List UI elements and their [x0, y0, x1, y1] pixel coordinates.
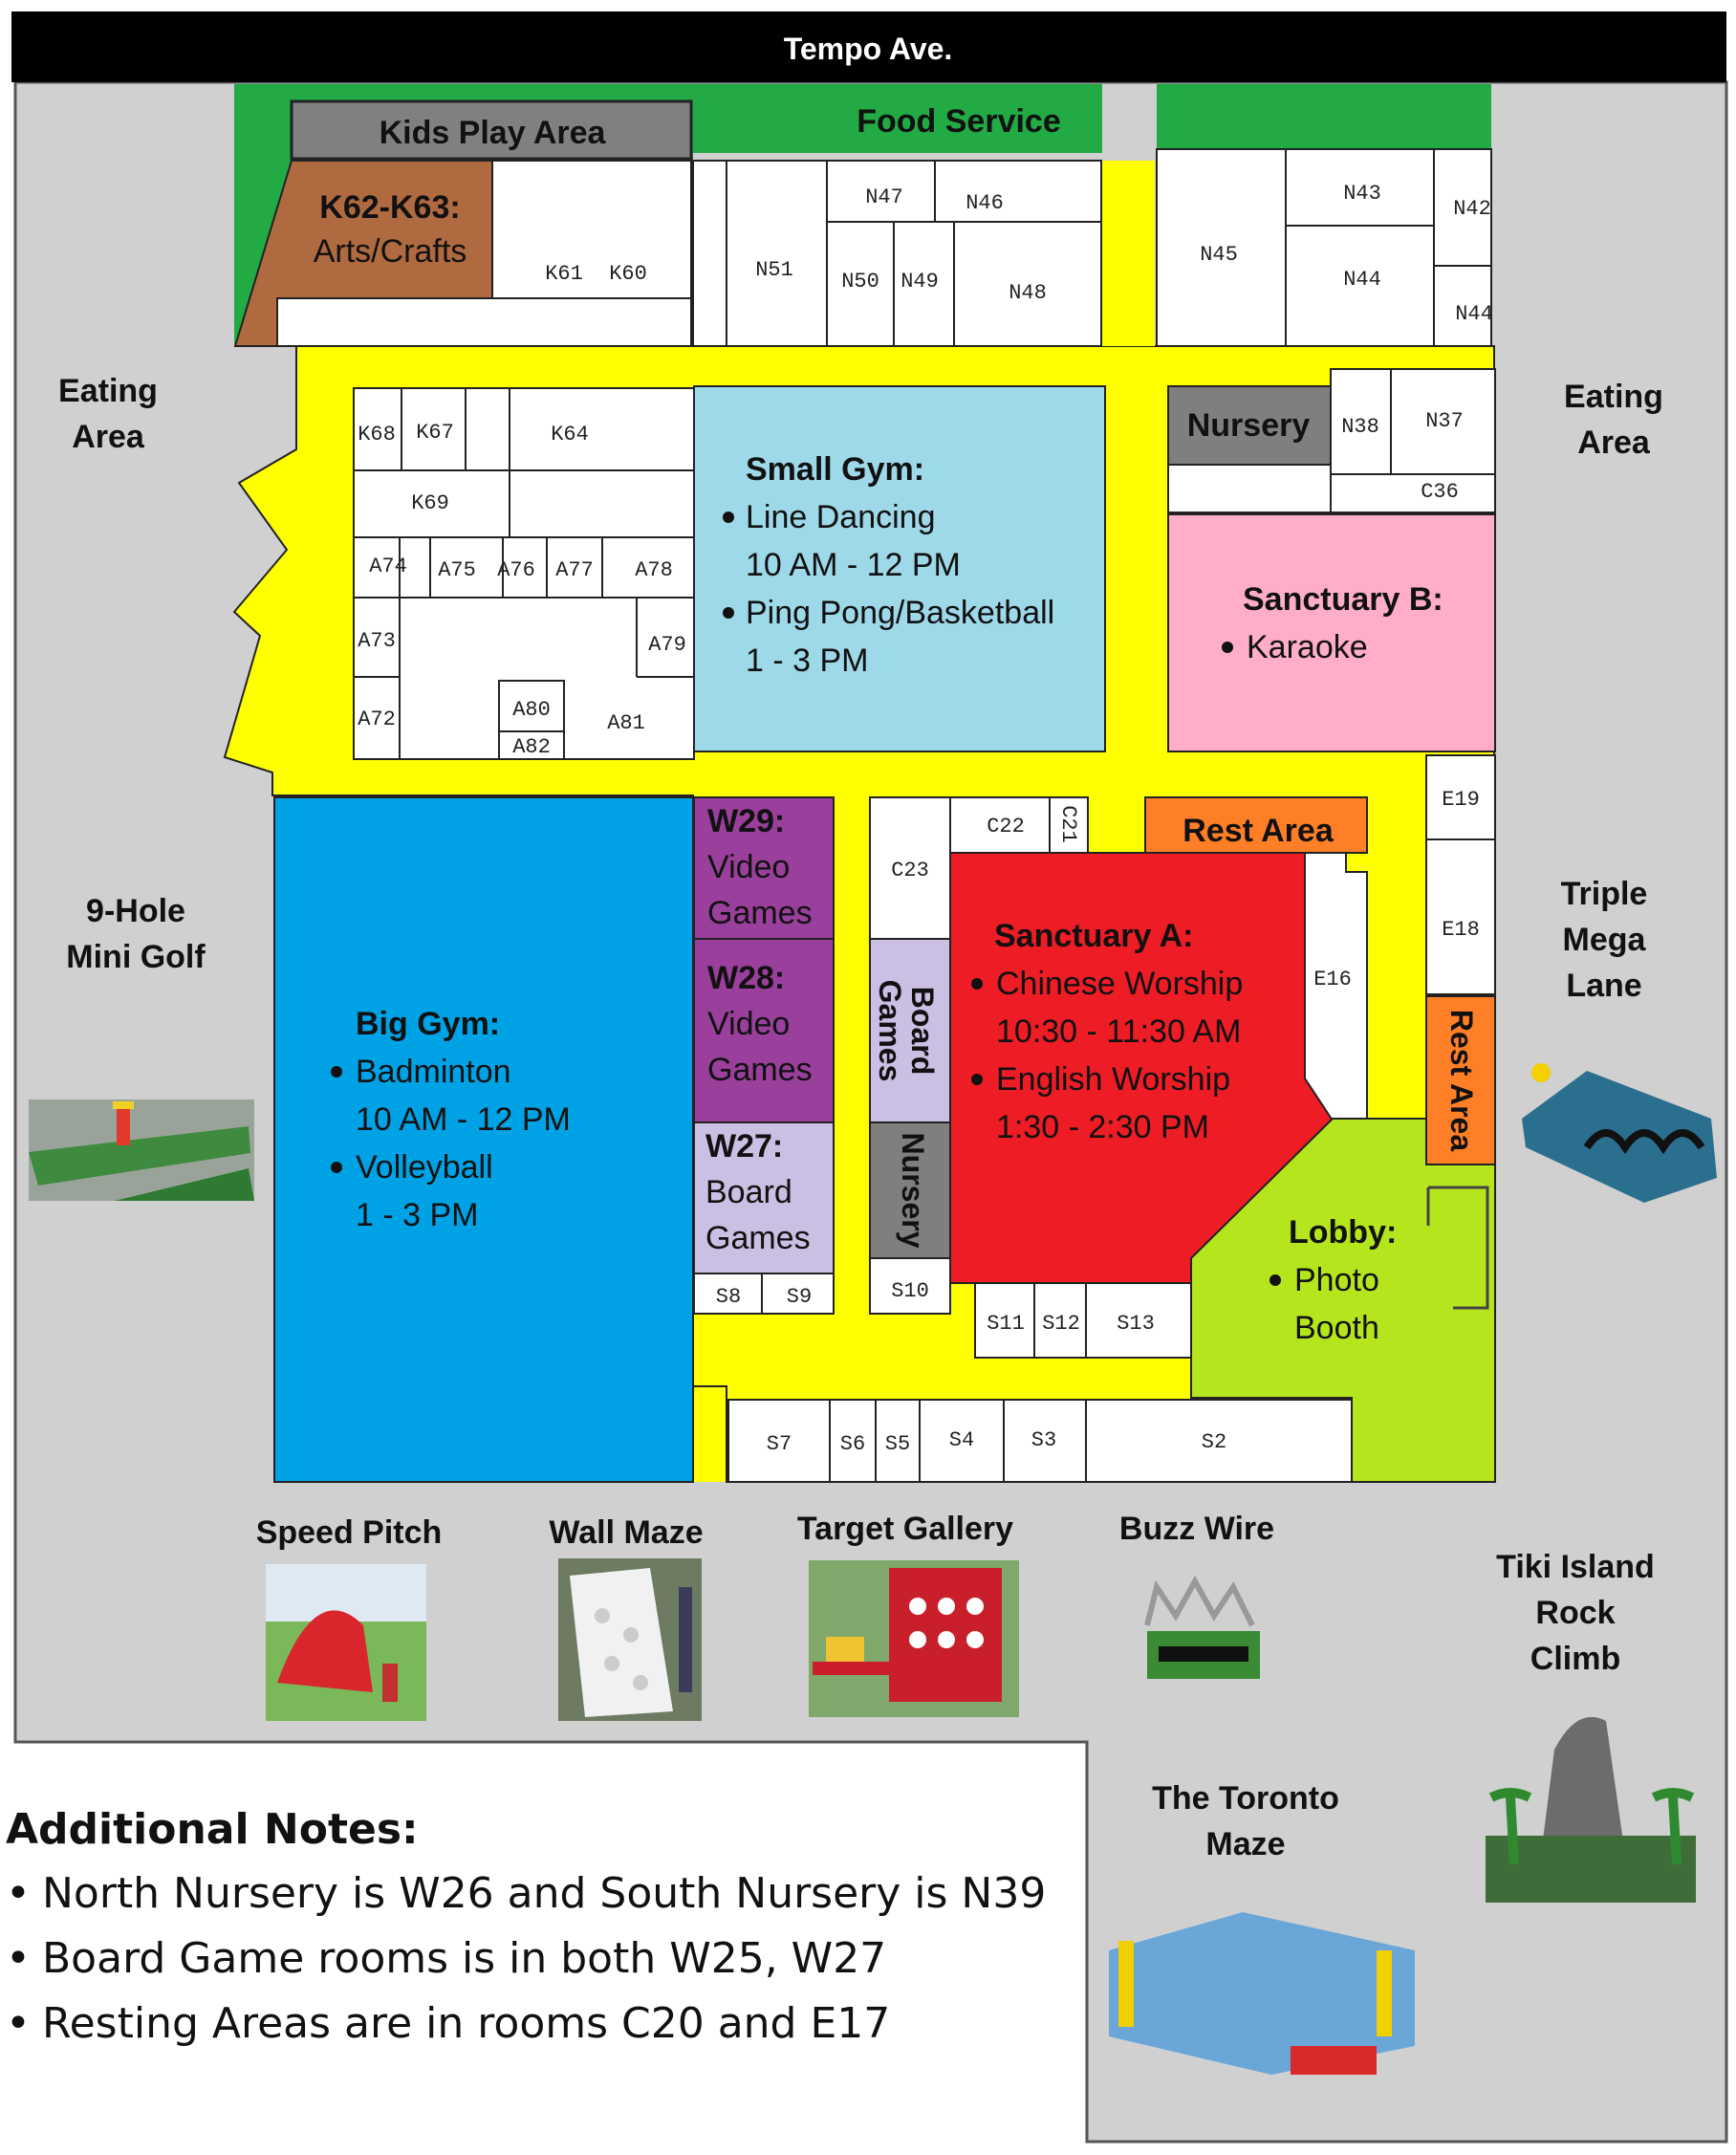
triple-mega-line-3: Lane: [1566, 968, 1642, 1004]
w28-line-2: Games: [707, 1052, 813, 1088]
speed-pitch-photo: [266, 1564, 426, 1721]
tiki-line-2: Rock: [1535, 1595, 1616, 1631]
sanctuary-a-time-2: 1:30 - 2:30 PM: [996, 1109, 1210, 1145]
sanctuary-b-title: Sanctuary B:: [1243, 581, 1443, 618]
room-s2: S2: [1201, 1430, 1227, 1454]
room-n51: N51: [755, 258, 793, 282]
stall-row: [277, 298, 691, 346]
room-n47: N47: [865, 185, 903, 209]
sanctuary-a-time-1: 10:30 - 11:30 AM: [996, 1013, 1242, 1050]
w27-line-1: Board: [705, 1174, 792, 1210]
target-gallery-photo: [809, 1560, 1019, 1717]
room-s5: S5: [884, 1432, 911, 1456]
notes-title: Additional Notes:: [6, 1805, 419, 1854]
sanctuary-a-item-1: Chinese Worship: [996, 966, 1244, 1002]
sanctuary-b-item-1: Karaoke: [1247, 629, 1368, 665]
room-n37: N37: [1425, 409, 1464, 433]
note-item: • Resting Areas are in rooms C20 and E17: [6, 1992, 1076, 2057]
room-s8: S8: [715, 1285, 742, 1309]
gap-walkway: [1106, 84, 1154, 157]
target-gallery-label: Target Gallery: [796, 1511, 1014, 1547]
room-s6: S6: [839, 1432, 866, 1456]
kids-play-label: Kids Play Area: [379, 115, 606, 151]
buzz-wire-label: Buzz Wire: [1118, 1511, 1275, 1547]
n37-block: [1331, 369, 1495, 512]
room-k61: K61: [545, 262, 583, 286]
room-e16-label: E16: [1313, 968, 1352, 991]
room-n50: N50: [841, 270, 879, 294]
room-a81: A81: [607, 711, 645, 735]
big-gym-time-2: 1 - 3 PM: [356, 1197, 479, 1233]
lobby-item-2: Booth: [1294, 1310, 1379, 1346]
w29-line-2: Games: [707, 895, 813, 931]
toronto-maze-line-1: The Toronto: [1152, 1780, 1339, 1817]
room-c23-label: C23: [891, 859, 929, 882]
big-gym-time-1: 10 AM - 12 PM: [356, 1101, 571, 1138]
mini-golf-line-1: 9-Hole: [86, 893, 185, 929]
arts-subtitle: Arts/Crafts: [313, 233, 467, 270]
room-n45: N45: [1200, 243, 1238, 267]
room-a73: A73: [358, 629, 396, 653]
big-gym: [274, 797, 693, 1482]
lobby-title: Lobby:: [1289, 1214, 1398, 1251]
room-n42: N42: [1453, 197, 1491, 221]
board-games-label-2: Games: [873, 979, 907, 1082]
room-k64: K64: [551, 423, 589, 446]
big-gym-item-1: Badminton: [356, 1054, 511, 1090]
note-item: • North Nursery is W26 and South Nursery is N39: [6, 1861, 1076, 1926]
rest-area-top-label: Rest Area: [1183, 813, 1334, 849]
rest-area-side-label: Rest Area: [1444, 1009, 1479, 1152]
sanctuary-a-title: Sanctuary A:: [994, 918, 1194, 954]
small-gym-item-2: Ping Pong/Basketball: [746, 595, 1055, 631]
w29-line-1: Video: [707, 849, 791, 885]
food-service-label: Food Service: [857, 103, 1061, 140]
room-a82: A82: [512, 735, 551, 759]
room-a74: A74: [369, 555, 407, 578]
room-s11: S11: [987, 1312, 1025, 1336]
wall-maze-photo: [558, 1558, 702, 1721]
notes-list: [6, 1861, 1076, 2057]
room-a76: A76: [497, 558, 535, 582]
room-a77: A77: [555, 558, 594, 582]
street-label: Tempo Ave.: [783, 32, 953, 66]
wall-maze-label: Wall Maze: [549, 1514, 704, 1551]
big-gym-title: Big Gym:: [356, 1006, 501, 1042]
room-a75: A75: [438, 558, 476, 582]
north-nursery-label: Nursery: [1186, 407, 1311, 444]
hallway-north: [1101, 161, 1155, 346]
room-k67: K67: [416, 421, 454, 445]
room-s9: S9: [786, 1285, 813, 1309]
toronto-maze-line-2: Maze: [1205, 1826, 1286, 1862]
tiki-line-1: Tiki Island: [1496, 1549, 1655, 1585]
w29-title: W29:: [707, 803, 786, 839]
w27-title: W27:: [705, 1128, 784, 1165]
room-s13: S13: [1117, 1312, 1155, 1336]
mini-golf-line-2: Mini Golf: [66, 939, 206, 975]
room-n44a: N44: [1343, 268, 1381, 292]
room-a79: A79: [648, 633, 686, 657]
room-a72: A72: [358, 707, 396, 731]
tiki-line-3: Climb: [1530, 1641, 1621, 1677]
room-k68: K68: [358, 423, 396, 446]
room-n48: N48: [1009, 281, 1047, 305]
speed-pitch-label: Speed Pitch: [255, 1514, 443, 1551]
w28-title: W28:: [707, 960, 786, 996]
room-n46: N46: [966, 191, 1004, 215]
eating-right-1: Eating: [1564, 379, 1663, 415]
room-c36: C36: [1421, 480, 1459, 504]
room-s3: S3: [1031, 1428, 1057, 1452]
room-n38: N38: [1341, 415, 1379, 439]
small-gym-item-1: Line Dancing: [746, 499, 936, 535]
room-a80: A80: [512, 698, 551, 722]
room-n49: N49: [901, 270, 939, 294]
note-item: • Board Game rooms is in both W25, W27: [6, 1926, 1076, 1992]
small-gym-time-1: 10 AM - 12 PM: [746, 547, 961, 583]
mini-golf-photo: [29, 1099, 254, 1201]
south-nursery-label: Nursery: [896, 1132, 930, 1249]
room-c21: C21: [1056, 805, 1080, 843]
small-gym-time-2: 1 - 3 PM: [746, 642, 869, 679]
triple-mega-line-2: Mega: [1562, 922, 1646, 958]
room-c22: C22: [987, 815, 1025, 838]
eating-right-2: Area: [1577, 424, 1650, 461]
eating-left-2: Area: [72, 419, 144, 455]
room-e18: E18: [1442, 918, 1480, 942]
lobby-item-1: Photo: [1294, 1262, 1379, 1298]
board-games-label-1: Board: [905, 986, 940, 1076]
room-n44b: N44: [1455, 302, 1493, 326]
small-gym-title: Small Gym:: [746, 451, 925, 488]
big-gym-item-2: Volleyball: [356, 1149, 493, 1186]
room-n43: N43: [1343, 182, 1381, 206]
room-s7: S7: [766, 1432, 792, 1456]
sanctuary-a-item-2: English Worship: [996, 1061, 1231, 1098]
eating-left-1: Eating: [58, 373, 158, 409]
room-s12: S12: [1042, 1312, 1080, 1336]
room-s4: S4: [948, 1428, 975, 1452]
room-s10: S10: [891, 1279, 929, 1303]
arts-title: K62-K63:: [319, 189, 461, 226]
w27-line-2: Games: [705, 1220, 811, 1256]
w28-line-1: Video: [707, 1006, 791, 1042]
room-k60: K60: [609, 262, 647, 286]
room-e19: E19: [1442, 788, 1480, 812]
room-k69: K69: [411, 491, 449, 515]
room-a78: A78: [635, 558, 673, 582]
additional-notes: [6, 1805, 1076, 2057]
triple-mega-line-1: Triple: [1560, 876, 1648, 912]
